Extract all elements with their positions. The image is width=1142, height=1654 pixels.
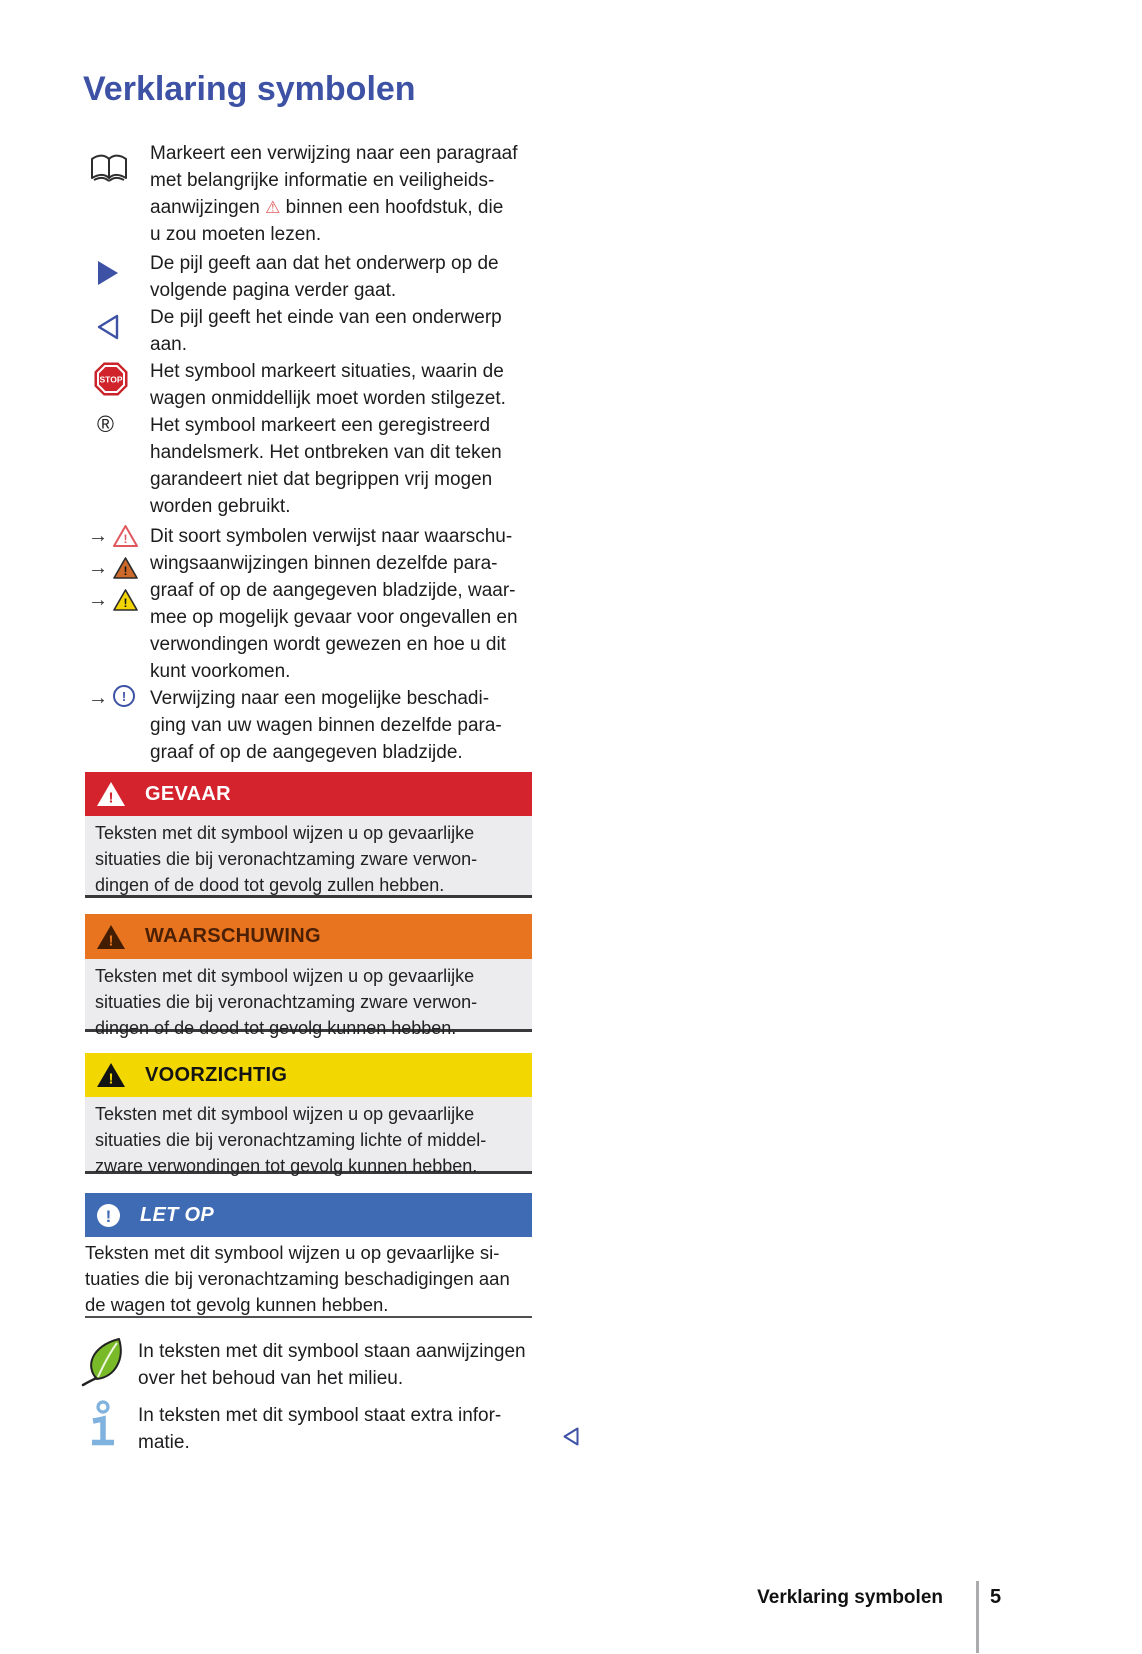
notice-box-divider [85, 1316, 532, 1318]
svg-text:!: ! [123, 596, 128, 610]
reference-arrow-icon: → [88, 525, 108, 547]
danger-box-header [85, 772, 532, 816]
warning-triangle-red-icon [112, 524, 139, 548]
inline-warning-icon: ⚠ [265, 198, 281, 217]
damage-note-circle-icon [112, 684, 136, 708]
symbol-item-text: Het symbool markeert situaties, waarin de wagen onmiddellijk moet worden stilgezet. [150, 361, 506, 409]
reference-arrow-icon: → [88, 687, 108, 709]
caution-box-header [85, 1053, 532, 1097]
footer-page-number: 5 [990, 1586, 1002, 1608]
caution-box-title: VOORZICHTIG [145, 1063, 288, 1086]
extra-info-note-text: In teksten met dit symbool staat extra infor- matie. [138, 1405, 502, 1453]
svg-text:!: ! [121, 689, 127, 704]
warning-triangle-yellow-icon [112, 588, 139, 612]
extra-info-icon [84, 1399, 118, 1449]
footer-divider [976, 1581, 979, 1653]
caution-box-text: Teksten met dit symbool wijzen u op gevaarlijke situaties die bij veronachtzaming lichte of middel- zware verwondingen tot gevolg kunnen hebben. [85, 1097, 532, 1174]
svg-text:!: ! [123, 564, 128, 578]
danger-box [85, 772, 532, 898]
environment-note-text: In teksten met dit symbool staan aanwijzingen over het behoud van het milieu. [138, 1341, 526, 1389]
notice-box [85, 1193, 532, 1237]
symbol-item-text: Verwijzing naar een mogelijke beschadi- ging van uw wagen binnen dezelfde para- graaf of op de aangegeven bladzijde. [150, 688, 502, 763]
registered-trademark-icon: ® [97, 411, 114, 437]
svg-text:!: ! [105, 1206, 112, 1226]
page-title: Verklaring symbolen [83, 70, 416, 108]
symbol-item-text: De pijl geeft aan dat het onderwerp op de volgende pagina verder gaat. [150, 253, 499, 301]
danger-box-text: Teksten met dit symbool wijzen u op gevaarlijke situaties die bij veronachtzaming zware verwon- dingen of de dood tot gevolg zullen hebben. [85, 816, 532, 898]
danger-triangle-icon [95, 780, 127, 808]
open-book-icon [87, 151, 131, 185]
notice-exclamation-circle-icon [95, 1202, 122, 1229]
symbol-item-text: Dit soort symbolen verwijst naar waarschu- wingsaanwijzingen binnen dezelfde para- graaf of op de aangegeven bladzijde, waar- mee op mogelijk gevaar voor ongevallen en verwondingen wordt gewezen en hoe u dit kunt voorkomen. [150, 526, 518, 682]
end-of-section-arrow-icon [562, 1426, 580, 1447]
caution-box [85, 1053, 532, 1174]
next-page-arrow-icon [96, 259, 120, 287]
caution-triangle-icon [95, 1061, 127, 1089]
svg-text:!: ! [108, 1070, 114, 1088]
stop-sign-icon [94, 362, 128, 396]
svg-text:!: ! [108, 932, 114, 949]
warning-box-header [85, 914, 532, 959]
notice-box-title: LET OP [140, 1203, 215, 1226]
danger-box-title: GEVAAR [145, 782, 231, 805]
warning-box [85, 914, 532, 1038]
warning-box-title: WAARSCHUWING [145, 925, 321, 947]
svg-text:!: ! [123, 532, 128, 546]
svg-text:!: ! [108, 789, 114, 807]
reference-arrow-icon: → [88, 557, 108, 579]
footer-section-label: Verklaring symbolen [757, 1587, 943, 1608]
svg-text:STOP: STOP [99, 374, 123, 385]
end-of-topic-arrow-icon [96, 313, 120, 341]
symbol-item-text: Markeert een verwijzing naar een paragraaf met belangrijke informatie en veiligheids- aanwijzingen ⚠ binnen een hoofdstuk, die u zou moeten lezen. [150, 143, 518, 245]
environment-leaf-icon [80, 1334, 132, 1388]
symbol-item-text: Het symbool markeert een geregistreerd handelsmerk. Het ontbreken van dit teken garandeert niet dat begrippen vrij mogen worden gebruikt. [150, 415, 502, 517]
warning-triangle-icon [95, 923, 127, 951]
symbol-item-text: De pijl geeft het einde van een onderwerp aan. [150, 307, 502, 355]
notice-box-text: Teksten met dit symbool wijzen u op gevaarlijke si- tuaties die bij veronachtzaming beschadigingen aan de wagen tot gevolg kunnen hebben. [85, 1242, 510, 1315]
reference-arrow-icon: → [88, 589, 108, 611]
notice-box-header [85, 1193, 532, 1237]
warning-box-text: Teksten met dit symbool wijzen u op gevaarlijke situaties die bij veronachtzaming zware verwon- dingen of de dood tot gevolg kunnen hebben. [85, 959, 532, 1032]
warning-triangle-orange-icon [112, 556, 139, 580]
